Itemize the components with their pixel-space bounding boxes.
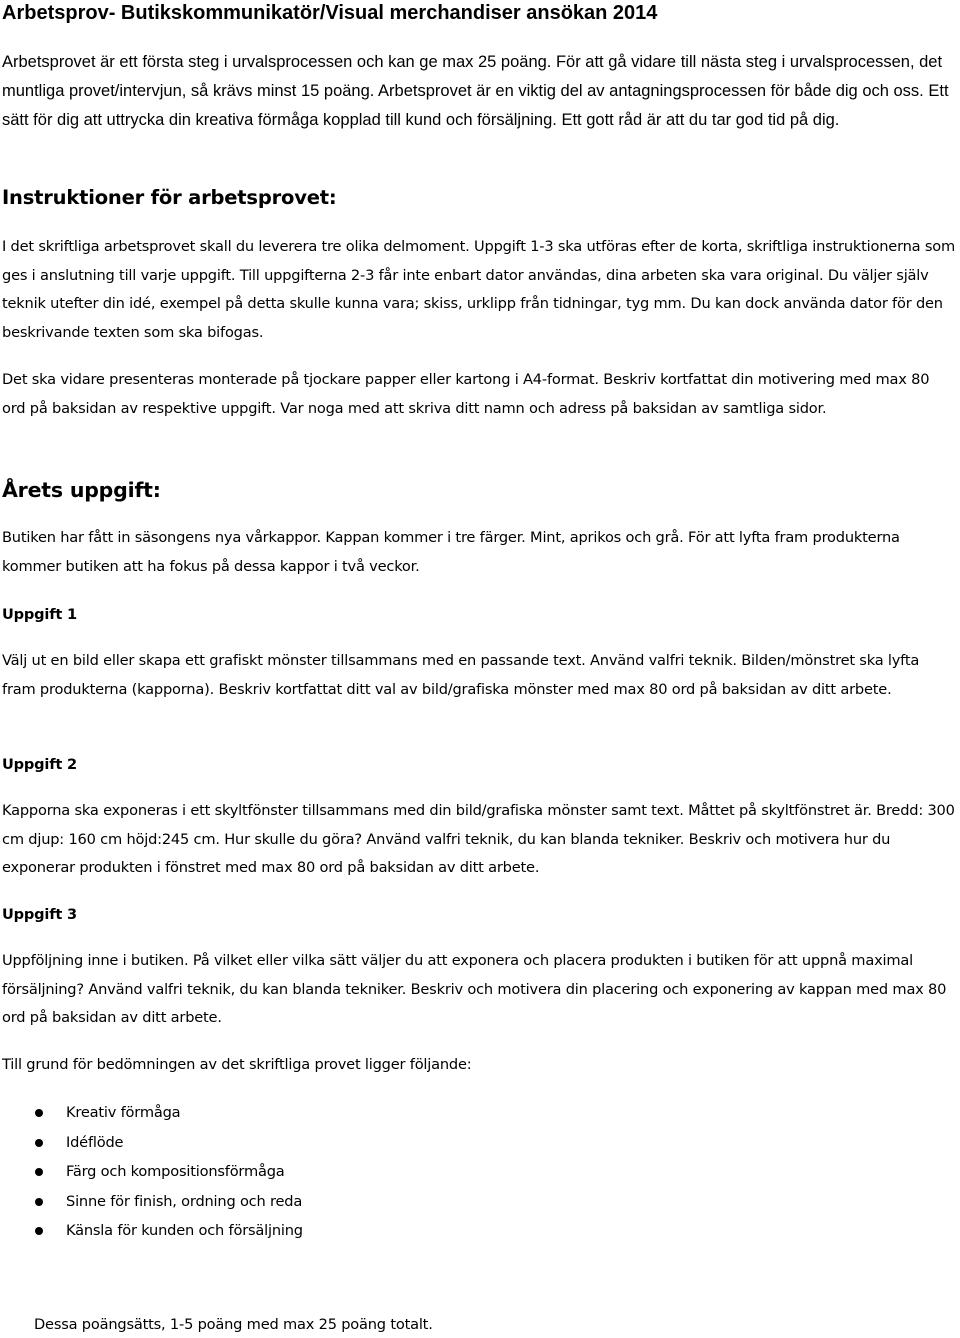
bullet-icon: [35, 1139, 43, 1147]
bullet-icon: [35, 1168, 43, 1176]
list-item: [0, 1157, 303, 1187]
assignment-heading: Årets uppgift:: [2, 478, 161, 502]
bullet-icon: [35, 1227, 43, 1235]
criterion-label: Sinne för finish, ordning och reda: [66, 1192, 303, 1210]
task-1-text: Välj ut en bild eller skapa ett grafiskt mönster tillsammans med en passande text. Använd valfri teknik. Bilden/mönstret ska lyfta fram produkterna (kapporna). Beskriv kortfattat ditt val av bild/grafiska mönster med max 80 ord på baksidan av ditt arbete.: [2, 652, 920, 698]
task-3-text: Uppföljning inne i butiken. På vilket eller vilka sätt väljer du att exponera och placera produkten i butiken för att uppnå maximal försäljning? Använd valfri teknik, du kan blanda tekniker. Beskriv och motivera din placering och exponering av kappan med max 80 ord på baksidan av ditt arbete.: [2, 952, 947, 1027]
list-item: [0, 1128, 303, 1158]
task-1-heading: Uppgift 1: [2, 606, 77, 623]
assignment-intro: Butiken har fått in säsongens nya vårkappor. Kappan kommer i tre färger. Mint, aprikos och grå. För att lyfta fram produkterna kommer butiken att ha fokus på dessa kappor i två veckor.: [2, 529, 900, 575]
assessment-criteria-list: [0, 1098, 303, 1246]
task-2-text: Kapporna ska exponeras i ett skyltfönster tillsammans med din bild/grafiska mönster samt text. Måttet på skyltfönstret är. Bredd: 300 cm djup: 160 cm höjd:245 cm. Hur skulle du göra? Använd valfri teknik, du kan blanda tekniker. Beskriv och motivera hur du exponerar produkten i fönstret med max 80 ord på baksidan av ditt arbete.: [2, 802, 955, 877]
criterion-label: Kreativ förmåga: [66, 1104, 181, 1121]
instructions-heading: Instruktioner för arbetsprovet:: [2, 186, 337, 209]
list-item: [0, 1216, 303, 1246]
task-2-heading: Uppgift 2: [2, 756, 77, 773]
criterion-label: Idéflöde: [66, 1133, 124, 1151]
criterion-label: Känsla för kunden och försäljning: [66, 1222, 303, 1239]
bullet-icon: [35, 1109, 43, 1117]
list-item: [0, 1187, 303, 1217]
scoring-footer: Dessa poängsätts, 1-5 poäng med max 25 poäng totalt.: [34, 1316, 433, 1333]
document-title: Arbetsprov- Butikskommunikatör/Visual merchandiser ansökan 2014: [2, 2, 658, 24]
task-3-heading: Uppgift 3: [2, 906, 77, 923]
instructions-paragraph-1: I det skriftliga arbetsprovet skall du leverera tre olika delmoment. Uppgift 1-3 ska utföras efter de korta, skriftliga instruktionerna som ges i anslutning till varje uppgift. Till uppgifterna 2-3 får inte enbart dator användas, dina arbeten ska vara original. Du väljer själv teknik utefter din idé, exempel på detta skulle kunna vara; skiss, urklipp från tidningar, tyg mm. Du kan dock använda dator för den beskrivande texten som ska bifogas.: [2, 238, 956, 341]
assessment-intro: Till grund för bedömningen av det skriftliga provet ligger följande:: [2, 1056, 472, 1073]
list-item: [0, 1098, 303, 1128]
intro-paragraph: Arbetsprovet är ett första steg i urvalsprocessen och kan ge max 25 poäng. För att gå vidare till nästa steg i urvalsprocessen, det muntliga provet/intervjun, så krävs minst 15 poäng. Arbetsprovet är en viktig del av antagningsprocessen för både dig och oss. Ett sätt för dig att uttrycka din kreativa förmåga kopplad till kund och försäljning. Ett gott råd är att du tar god tid på dig.: [2, 53, 949, 129]
bullet-icon: [35, 1198, 43, 1206]
criterion-label: Färg och kompositionsförmåga: [66, 1163, 285, 1180]
instructions-paragraph-2: Det ska vidare presenteras monterade på tjockare papper eller kartong i A4-format. Beskriv kortfattat din motivering med max 80 ord på baksidan av respektive uppgift. Var noga med att skriva ditt namn och adress på baksidan av samtliga sidor.: [2, 371, 930, 417]
